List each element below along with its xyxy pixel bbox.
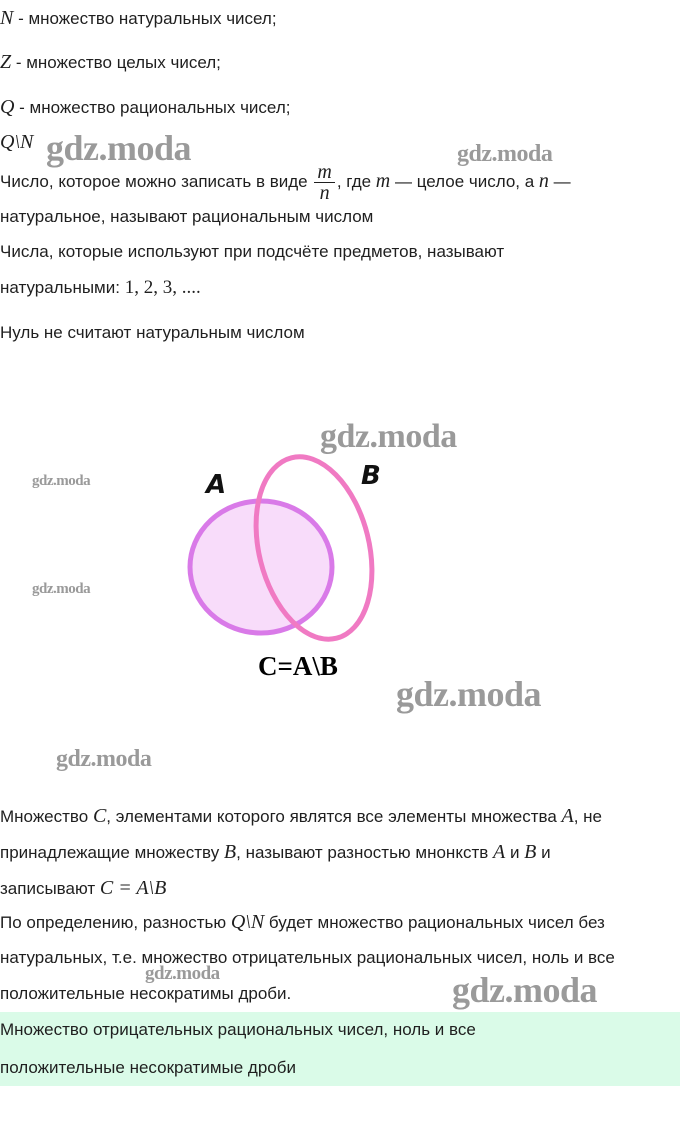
rational-definition-line2: натуральное, называют рациональным числом xyxy=(0,207,374,226)
difference-definition-line3: записывают C = A\B xyxy=(0,877,167,899)
answer-line1: Множество отрицательных рациональных чисел, ноль и все xyxy=(0,1020,476,1039)
n-symbol: N xyxy=(0,7,14,29)
q-symbol: Q xyxy=(0,96,15,118)
set-b-label: B xyxy=(361,461,381,491)
conclusion-line1: По определению, разностью Q\N будет множество рациональных чисел без xyxy=(0,911,605,933)
natural-examples: 1, 2, 3, .... xyxy=(124,277,201,298)
watermark: gdz.moda xyxy=(396,674,542,714)
answer-line2: положительные несократимые дроби xyxy=(0,1058,296,1077)
z-symbol: Z xyxy=(0,51,12,73)
diagram-caption: C=A\B xyxy=(258,651,338,681)
watermark: gdz.moda xyxy=(320,418,457,455)
watermark: gdz.moda xyxy=(457,141,553,167)
fraction-m-over-n: $\frac{m}{n}$ xyxy=(314,162,334,203)
rational-definition-line1: Число, которое можно записать в виде $\frac{m}{n}$ , где m — целое число, а n — xyxy=(0,161,571,204)
conclusion-line3: положительные несократимы дроби. xyxy=(0,984,292,1003)
watermark: gdz.moda xyxy=(46,128,192,168)
watermark: gdz.moda xyxy=(56,746,152,772)
set-difference-expression: Q\N xyxy=(0,131,34,153)
rational-set-text: - множество рациональных чисел; xyxy=(14,98,291,117)
natural-set-text: - множество натуральных чисел; xyxy=(13,9,277,28)
zero-note: Нуль не считают натуральным числом xyxy=(0,323,305,342)
answer-box xyxy=(0,1012,680,1086)
watermark: gdz.moda xyxy=(452,970,598,1010)
conclusion-line2: натуральных, т.е. множество отрицательных рациональных чисел, ноль и все xyxy=(0,948,615,967)
watermark: gdz.moda xyxy=(32,581,91,597)
difference-definition-line1: Множество C, элементами которого являтся все элементы множества A, не xyxy=(0,805,603,827)
watermark: gdz.moda xyxy=(145,963,220,984)
natural-definition-line2: натуральными: 1, 2, 3, .... xyxy=(0,277,201,298)
natural-definition-line1: Числа, которые используют при подсчёте предметов, называют xyxy=(0,242,505,261)
watermark: gdz.moda xyxy=(32,473,91,489)
integer-set-text: - множество целых чисел; xyxy=(11,53,221,72)
difference-formula: C = A\B xyxy=(99,877,167,899)
difference-definition-line2: принадлежащие множеству B, называют разностью мнонкств A и B и xyxy=(0,841,551,863)
set-a-label: A xyxy=(206,470,227,500)
